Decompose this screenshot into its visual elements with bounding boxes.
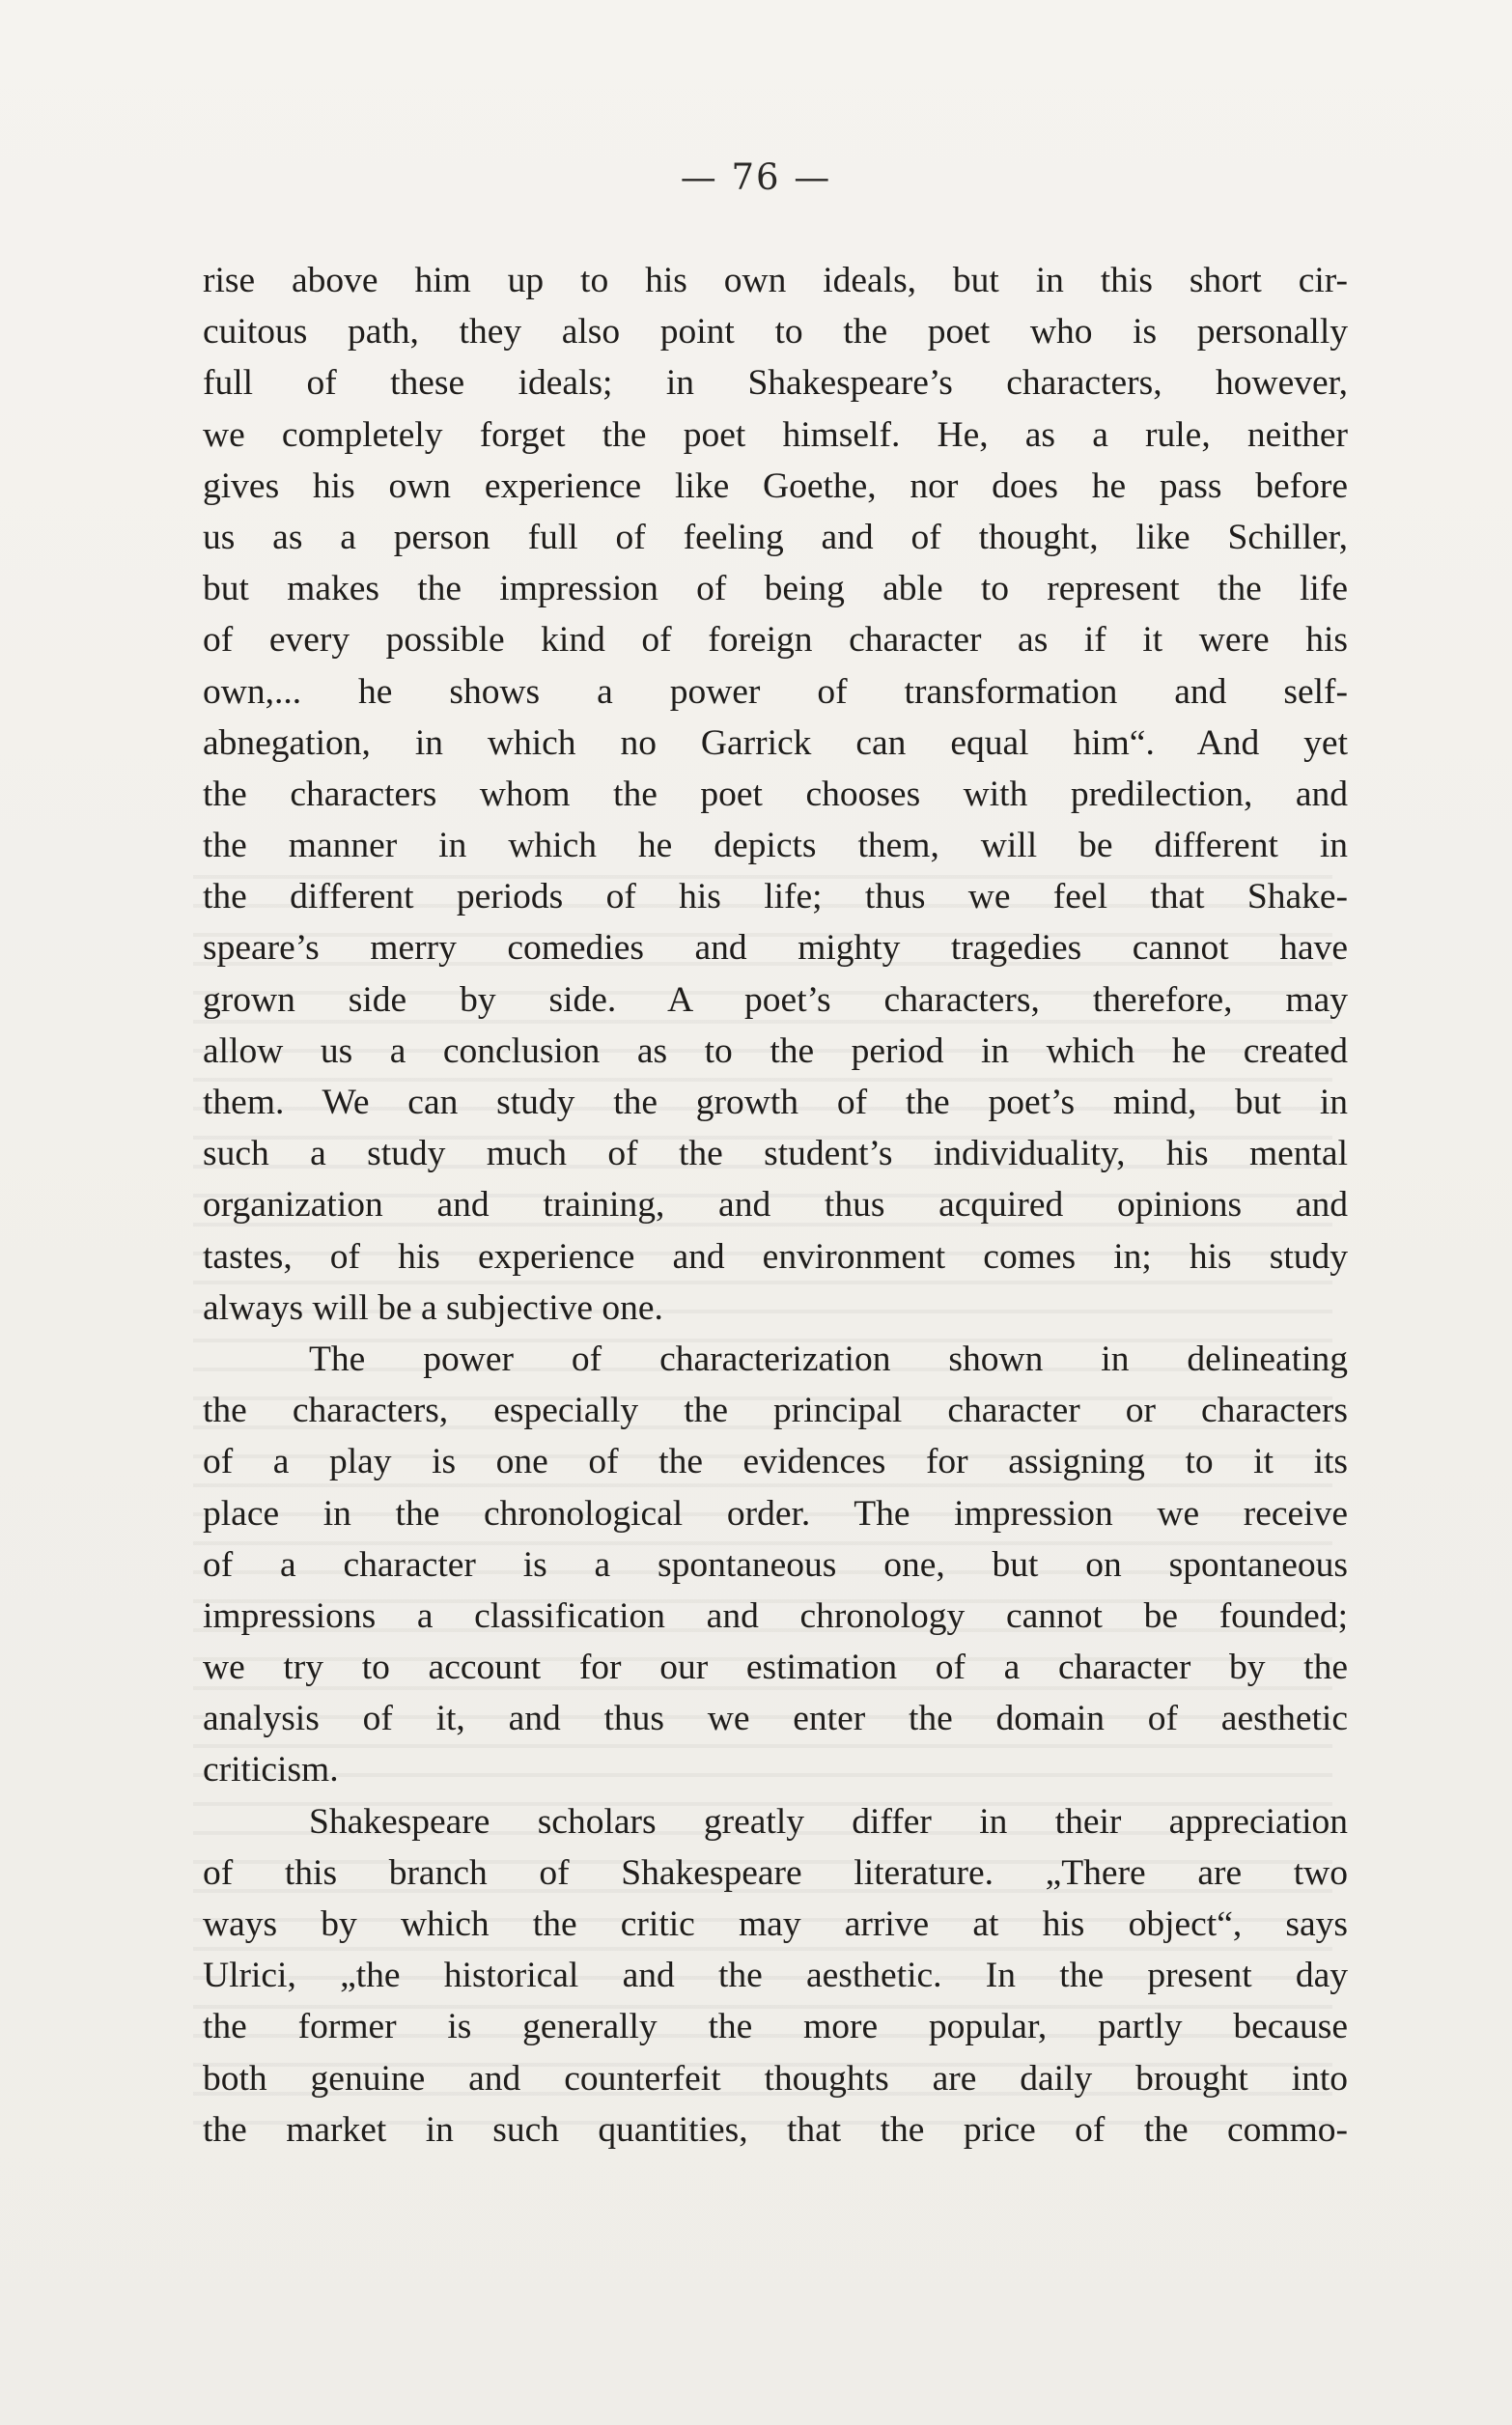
text-line: full of these ideals; in Shakespeare’s characters, however, [203,363,1348,404]
text-line: the characters whom the poet chooses with predilection, and [203,774,1348,814]
text-line: own,... he shows a power of transformation and self- [203,671,1348,712]
text-line: analysis of it, and thus we enter the domain of aesthetic [203,1699,1348,1739]
text-line: allow us a conclusion as to the period in which he created [203,1030,1348,1071]
text-line: of a play is one of the evidences for assigning to it its [203,1442,1348,1482]
text-line: impressions a classification and chronology cannot be founded; [203,1595,1348,1636]
text-line: us as a person full of feeling and of thought, like Schiller, [203,517,1348,557]
text-line: the former is generally the more popular, partly because [203,2007,1348,2047]
text-line: always will be a subjective one. [203,1287,663,1328]
text-line: abnegation, in which no Garrick can equal him“. And yet [203,722,1348,763]
text-line: we completely forget the poet himself. He, as a rule, neither [203,414,1348,455]
text-line: of every possible kind of foreign character as if it were his [203,620,1348,661]
body-text [203,255,1348,2156]
text-line: tastes, of his experience and environment comes in; his study [203,1236,1348,1277]
text-line: of a character is a spontaneous one, but on spontaneous [203,1544,1348,1585]
text-line: the different periods of his life; thus we feel that Shake- [203,877,1348,917]
text-line: The power of characterization shown in delineating [309,1339,1348,1379]
text-line: speare’s merry comedies and mighty tragedies cannot have [203,928,1348,969]
text-line: but makes the impression of being able to represent the life [203,569,1348,609]
text-line: criticism. [203,1750,339,1791]
text-line: Shakespeare scholars greatly differ in their appreciation [309,1801,1348,1842]
text-line: rise above him up to his own ideals, but in this short cir- [203,261,1348,300]
text-line: the market in such quantities, that the price of the commo- [203,2109,1348,2150]
text-line: Ulrici, „the historical and the aesthetic. In the present day [203,1956,1348,1996]
text-line: place in the chronological order. The impression we receive [203,1493,1348,1534]
text-line: cuitous path, they also point to the poet who is personally [203,312,1348,352]
text-line: them. We can study the growth of the poet’s mind, but in [203,1083,1348,1122]
text-line: of this branch of Shakespeare literature. „There are two [203,1852,1348,1893]
text-line: such a study much of the student’s individuality, his mental [203,1134,1348,1174]
text-line: grown side by side. A poet’s characters, therefore, may [203,979,1348,1020]
text-line: both genuine and counterfeit thoughts are daily brought into [203,2058,1348,2099]
page-number: — 76 — [680,156,832,198]
text-line: we try to account for our estimation of a character by the [203,1648,1348,1688]
text-line: the characters, especially the principal character or characters [203,1391,1348,1431]
text-line: gives his own experience like Goethe, nor does he pass before [203,465,1348,506]
text-line: ways by which the critic may arrive at his object“, says [203,1904,1348,1944]
text-line: the manner in which he depicts them, will be different in [203,826,1348,866]
text-line: organization and training, and thus acquired opinions and [203,1185,1348,1226]
